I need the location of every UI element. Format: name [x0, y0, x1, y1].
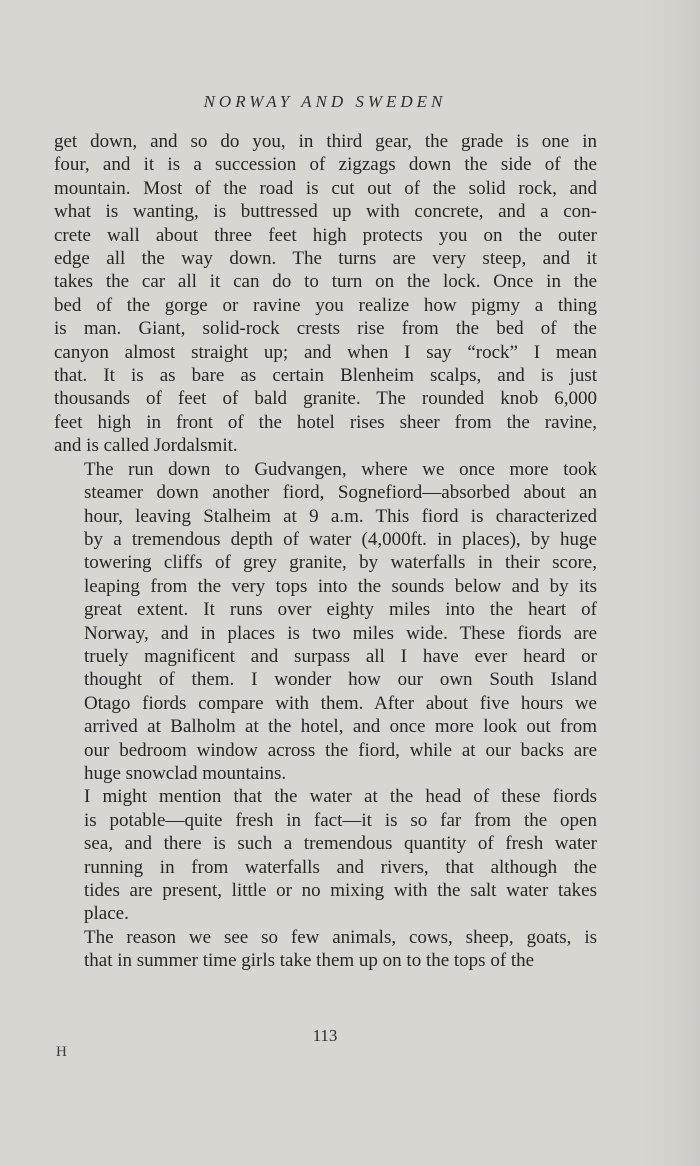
text-line: great extent. It runs over eighty miles into the heart of — [84, 599, 597, 621]
text-line: I might mention that the water at the head of these fiords — [84, 786, 597, 808]
text-line: bed of the gorge or ravine you realize how pigmy a thing — [54, 294, 597, 316]
signature-mark: H — [56, 1044, 67, 1060]
text-line: truely magnificent and surpass all I have ever heard or — [84, 645, 597, 667]
text-line: get down, and so do you, in third gear, the grade is one in — [54, 131, 597, 152]
text-line: towering cliffs of grey granite, by waterfalls in their score, — [84, 552, 597, 574]
text-line: is man. Giant, solid-rock crests rise from the bed of the — [54, 318, 597, 340]
text-line: mountain. Most of the road is cut out of the solid rock, and — [54, 177, 597, 199]
paragraph — [54, 785, 597, 925]
text-line: tides are present, little or no mixing with the salt water takes — [84, 880, 597, 901]
text-line: Otago fiords compare with them. After about five hours we — [84, 692, 597, 714]
text-line: thought of them. I wonder how our own South Island — [84, 669, 597, 691]
text-line: Norway, and in places is two miles wide. These fiords are — [84, 622, 597, 644]
text-line: and is called Jordalsmit. — [54, 435, 238, 457]
body-text — [54, 130, 597, 973]
text-line: takes the car all it can do to turn on the lock. Once in the — [54, 271, 597, 293]
text-line: what is wanting, is buttressed up with concrete, and a con- — [54, 201, 597, 223]
text-line: feet high in front of the hotel rises sheer from the ravine, — [54, 411, 597, 433]
text-line: leaping from the very tops into the sounds below and by its — [84, 575, 597, 597]
text-line: steamer down another fiord, Sognefiord—absorbed about an — [84, 482, 597, 504]
text-line: our bedroom window across the fiord, while at our backs are — [84, 739, 597, 761]
text-line: by a tremendous depth of water (4,000ft. in places), by huge — [84, 528, 597, 550]
text-line: The reason we see so few animals, cows, sheep, goats, is — [84, 926, 597, 948]
text-line: sea, and there is such a tremendous quantity of fresh water — [84, 833, 597, 855]
text-line: canyon almost straight up; and when I say “rock” I mean — [54, 341, 597, 363]
text-line: arrived at Balholm at the hotel, and once more look out from — [84, 716, 597, 738]
text-line: four, and it is a succession of zigzags down the side of the — [54, 154, 597, 176]
page-edge-shading — [640, 0, 700, 1166]
text-line: The run down to Gudvangen, where we once more took — [84, 458, 597, 480]
text-line: hour, leaving Stalheim at 9 a.m. This fiord is characterized — [84, 505, 597, 527]
text-line: huge snowclad mountains. — [84, 762, 287, 784]
text-line: is potable—quite fresh in fact—it is so far from the open — [84, 809, 597, 831]
text-line: place. — [84, 903, 129, 925]
paragraph — [54, 926, 597, 973]
running-head: NORWAY AND SWEDEN — [203, 92, 447, 111]
text-line: edge all the way down. The turns are very steep, and it — [54, 248, 597, 270]
text-line: thousands of feet of bald granite. The rounded knob 6,000 — [54, 388, 597, 410]
text-line: that in summer time girls take them up on to the tops of the — [84, 950, 535, 972]
paragraph — [54, 130, 597, 458]
text-line: running in from waterfalls and rivers, that although the — [84, 856, 597, 878]
text-line: that. It is as bare as certain Blenheim scalps, and is just — [54, 365, 597, 387]
page-number: 113 — [312, 1026, 338, 1045]
paragraph — [54, 458, 597, 786]
text-line: crete wall about three feet high protects you on the outer — [54, 224, 597, 246]
